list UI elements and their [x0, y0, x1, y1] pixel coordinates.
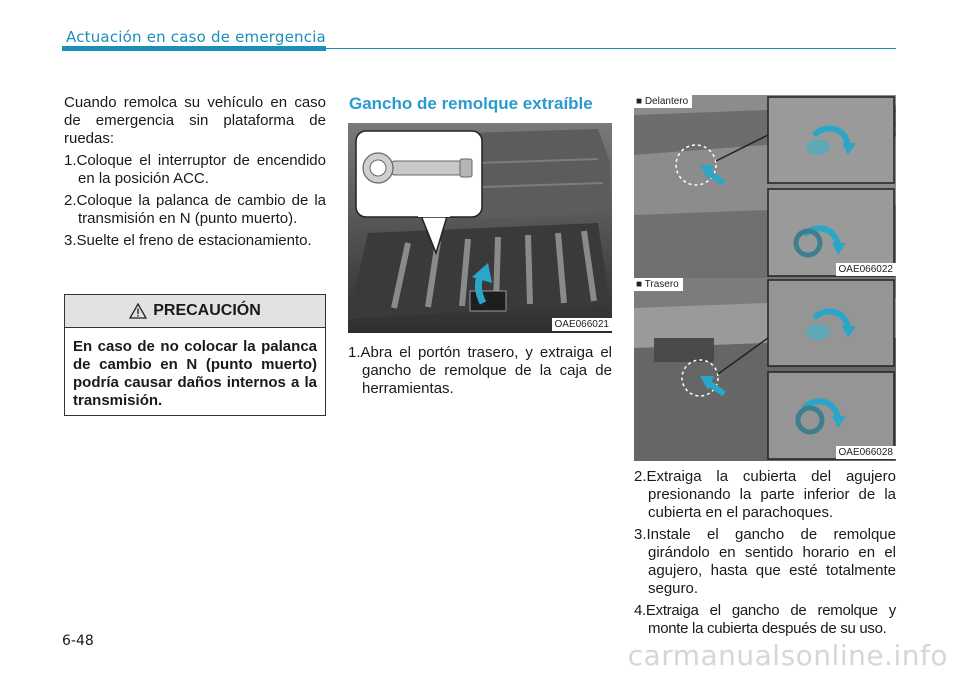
step-3-tow: 3.Instale el gancho de remolque girándolo en sentido horario en el agujero, hasta que esté totalmente seguro.: [634, 526, 896, 597]
trunk-figure-code: OAE066021: [552, 318, 613, 331]
header-rule: [326, 48, 896, 49]
caution-box: [64, 294, 326, 416]
middle-column: [348, 344, 612, 402]
trunk-illustration: [348, 123, 612, 333]
rear-figure-label: ■ Trasero: [634, 278, 683, 291]
front-figure-label: ■ Delantero: [634, 95, 692, 108]
step-1: 1.Coloque el interruptor de encendido en la posición ACC.: [64, 152, 326, 187]
right-column: [634, 468, 896, 642]
square-bullet-icon: ■: [636, 279, 645, 290]
step-4-tow: 4.Extraiga el gancho de remolque y monte la cubierta después de su uso.: [634, 602, 896, 637]
caution-header: [65, 295, 325, 328]
section-header-title: Actuación en caso de emergencia: [66, 28, 326, 46]
step-2-tow: 2.Extraiga la cubierta del agujero presionando la parte inferior de la cubierta en el parachoques.: [634, 468, 896, 521]
step-1-tow: 1.Abra el portón trasero, y extraiga el gancho de remolque de la caja de herramientas.: [348, 344, 612, 397]
square-bullet-icon: ■: [636, 96, 645, 107]
caution-title: PRECAUCIÓN: [153, 302, 261, 319]
trunk-figure: [348, 123, 612, 333]
front-bumper-figure: [634, 95, 896, 278]
step-3: 3.Suelte el freno de estacionamiento.: [64, 232, 312, 249]
intro-paragraph: Cuando remolca su vehículo en caso de emergencia sin plataforma de ruedas:: [64, 94, 326, 147]
warning-triangle-icon: [129, 303, 147, 319]
rear-bumper-figure: [634, 278, 896, 461]
rear-bumper-illustration: [634, 278, 896, 461]
step-2: 2.Coloque la palanca de cambio de la transmisión en N (punto muerto).: [64, 192, 326, 227]
caution-text: En caso de no colocar la palanca de cambio en N (punto muerto) podría causar daños internos a la transmisión.: [73, 338, 317, 409]
left-column: [64, 94, 326, 254]
page-number: 6-48: [62, 633, 94, 649]
front-bumper-illustration: [634, 95, 896, 278]
section-title: Gancho de remolque extraíble: [349, 94, 593, 113]
front-figure-code: OAE066022: [836, 263, 897, 276]
watermark: carmanualsonline.info: [627, 639, 948, 672]
header-accent-bar: [62, 46, 326, 51]
rear-figure-code: OAE066028: [836, 446, 897, 459]
